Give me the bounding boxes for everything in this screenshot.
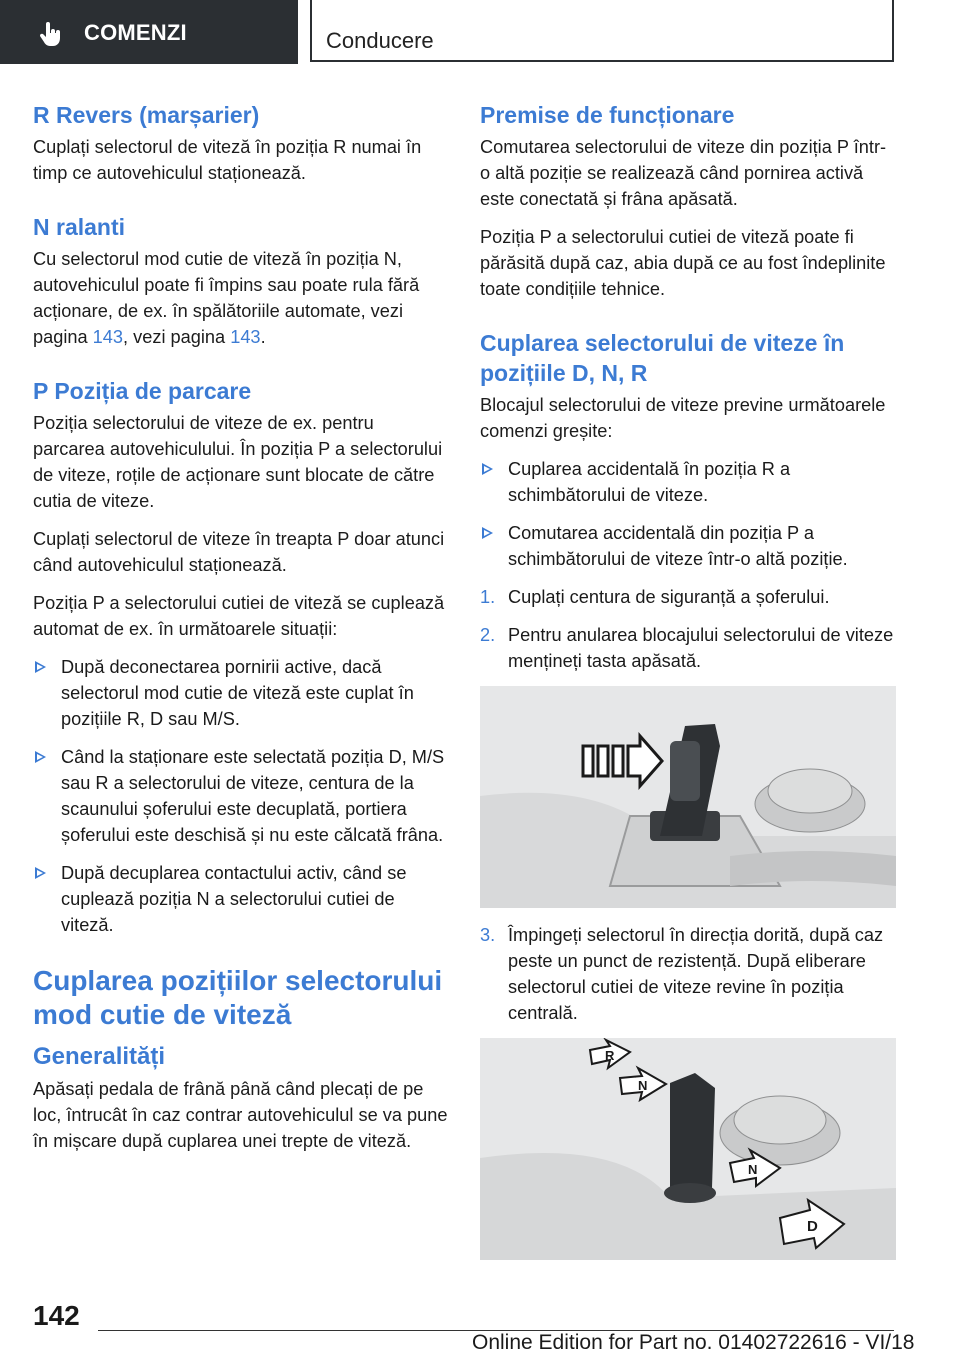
section-tab[interactable] bbox=[0, 0, 298, 64]
cuplarea-dnr-heading: Cuplarea selectorului de viteze în pozițiile D, N, R bbox=[480, 330, 845, 386]
page-number: 142 bbox=[33, 1300, 80, 1331]
list-item: Cuplarea accidentală în poziția R a schimbătorului de viteze. bbox=[480, 456, 896, 508]
p-park-text: Poziția P a selectorului cutiei de viteză se cuplează automat de ex. în următoarele situații: bbox=[33, 593, 445, 639]
list-item: 1. Cuplați centura de siguranță a șoferului. bbox=[480, 587, 830, 607]
park-conditions-list bbox=[33, 654, 449, 938]
p-park-heading: P Poziția de parcare bbox=[33, 378, 252, 404]
n-neutral-heading: N ralanti bbox=[33, 214, 126, 240]
steps-list bbox=[480, 584, 896, 674]
generalitati-heading: Generalități bbox=[33, 1043, 166, 1070]
list-item: 3. Împingeți selectorul în direcția dorită, după caz peste un punct de rezistență. După eliberare selectorul cutiei de viteze revine în poziția centrală. bbox=[480, 925, 884, 1023]
right-column bbox=[480, 100, 896, 1274]
r-reverse-heading: R Revers (marșarier) bbox=[33, 102, 260, 128]
list-item: Comutarea accidentală din poziția P a schimbătorului de viteze într-o altă poziție. bbox=[480, 520, 896, 572]
p-park-text: Poziția selectorului de viteze de ex. pentru parcarea autovehiculului. În poziția P a selectorului de viteze, roțile de acționare sunt blocate de către cutia de viteze. bbox=[33, 413, 443, 511]
gear-directions-photo bbox=[480, 1038, 896, 1260]
cuplarea-heading: Cuplarea pozițiilor selectorului mod cutie de viteză bbox=[33, 965, 443, 1030]
page-link[interactable]: 143 bbox=[92, 327, 124, 347]
r-reverse-text: Cuplați selectorul de viteză în poziția R numai în timp ce autovehiculul staționează. bbox=[33, 137, 422, 183]
triangle-bullet-icon bbox=[35, 661, 46, 673]
blocaj-text: Blocajul selectorului de viteze previne următoarele comenzi greșite: bbox=[480, 395, 886, 441]
triangle-bullet-icon bbox=[35, 867, 46, 879]
triangle-bullet-icon bbox=[482, 527, 493, 539]
gear-n-label: N bbox=[638, 1078, 648, 1093]
hand-pointer-icon bbox=[38, 22, 64, 48]
gear-d-label: D bbox=[807, 1218, 818, 1235]
gear-n-label: N bbox=[748, 1162, 758, 1177]
triangle-bullet-icon bbox=[482, 463, 493, 475]
chapter-title: Conducere bbox=[326, 28, 434, 53]
triangle-bullet-icon bbox=[35, 751, 46, 763]
list-item: După deconectarea pornirii active, dacă selectorul mod cutie de viteză este cuplat în pozițiile R, D sau M/S. bbox=[33, 654, 449, 732]
gear-selector-photo bbox=[480, 686, 896, 908]
n-neutral-text: Cu selectorul mod cutie de viteză în poziția N, autovehiculul poate fi împins sau poate rula fără acționare, de ex. în spălătoriile automate, vezi pagina 143, vezi pagina 143. bbox=[33, 249, 420, 347]
blocaj-list bbox=[480, 456, 896, 572]
list-item: Când la staționare este selectată poziția D, M/S sau R a selectorului de viteze, centura de la scaunului șoferului este decuplată, portiera șoferului este deschisă și nu este călcată frâna. bbox=[33, 744, 449, 848]
chapter-header bbox=[310, 0, 894, 62]
generalitati-text: Apăsați pedala de frână până când plecați de pe loc, întrucât în caz contrar autovehiculul se va pune în mișcare după cuplarea unei trepte de viteză. bbox=[33, 1079, 448, 1151]
edition-footer: Online Edition for Part no. 01402722616 - VI/18 bbox=[472, 1331, 915, 1354]
section-tab-label: COMENZI bbox=[84, 20, 187, 45]
left-column bbox=[33, 100, 449, 1166]
steps-list bbox=[480, 922, 896, 1026]
premise-text: Poziția P a selectorului cutiei de viteză poate fi părăsită după caz, abia după ce au fost îndeplinite toate condițiile tehnice. bbox=[480, 227, 886, 299]
gear-r-label: R bbox=[605, 1048, 615, 1063]
premise-heading: Premise de funcționare bbox=[480, 102, 735, 128]
p-park-text: Cuplați selectorul de viteze în treapta P doar atunci când autovehiculul staționează. bbox=[33, 529, 445, 575]
page-link[interactable]: 143 bbox=[230, 327, 261, 347]
list-item: După decuplarea contactului activ, când se cuplează poziția N a selectorului cutiei de viteză. bbox=[33, 860, 449, 938]
list-item: 2. Pentru anularea blocajului selectorului de viteze mențineți tasta apăsată. bbox=[480, 625, 894, 671]
premise-text: Comutarea selectorului de viteze din poziția P într-o altă poziție se realizează când pornirea activă este conectată și frâna apăsată. bbox=[480, 137, 887, 209]
